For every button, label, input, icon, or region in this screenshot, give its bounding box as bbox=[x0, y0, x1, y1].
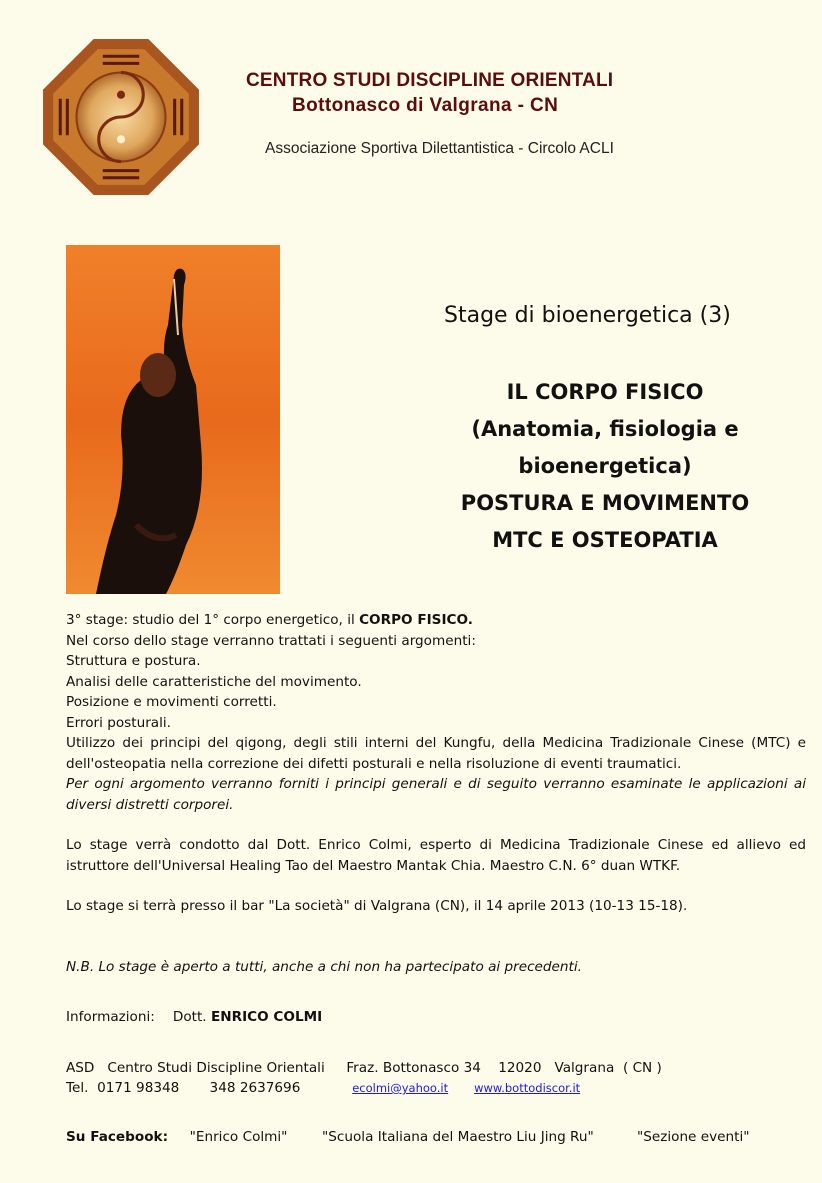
phone-line: Tel. 0171 98348 348 2637696 ecolmi@yahoo.it www.bottodiscor.it bbox=[66, 1080, 581, 1096]
topic-item: Errori posturali. bbox=[66, 714, 171, 731]
yin-yang-logo bbox=[40, 36, 202, 198]
nb-paragraph: N.B. Lo stage è aperto a tutti, anche a chi non ha partecipato ai precedenti. bbox=[66, 958, 582, 975]
title-line: IL CORPO FISICO bbox=[506, 380, 704, 404]
venue-paragraph: Lo stage si terrà presso il bar "La società" di Valgrana (CN), il 14 aprile 2013 (10-13 15-18). bbox=[66, 898, 688, 914]
org-name: CENTRO STUDI DISCIPLINE ORIENTALI bbox=[246, 70, 614, 91]
note-paragraph: Per ogni argomento verranno forniti i principi generali e di seguito verranno esaminate le applicazioni ai diversi distretti corporei. bbox=[66, 776, 806, 813]
title-line: POSTURA E MOVIMENTO bbox=[460, 491, 750, 515]
info-line: Informazioni: Dott. ENRICO COLMI bbox=[66, 1009, 323, 1025]
title-line: (Anatomia, fisiologia e bbox=[471, 417, 739, 441]
facebook-line: Su Facebook: "Enrico Colmi" "Scuola Italiana del Maestro Liu Jing Ru" "Sezione eventi" bbox=[66, 1128, 750, 1145]
usage-paragraph: Utilizzo dei principi del qigong, degli stili interni del Kungfu, della Medicina Tradizionale Cinese (MTC) e dell'osteopatia nella correzione dei difetti posturali e nella risoluzione di eventi traumatici. bbox=[66, 735, 806, 772]
email-link[interactable]: ecolmi@yahoo.it bbox=[352, 1081, 449, 1095]
website-link[interactable]: www.bottodiscor.it bbox=[474, 1081, 581, 1095]
topics-intro: Nel corso dello stage verranno trattati i seguenti argomenti: bbox=[66, 632, 476, 649]
stage-title: Stage di bioenergetica (3) bbox=[444, 303, 731, 328]
body-text bbox=[66, 610, 806, 1147]
org-location: Bottonasco di Valgrana - CN bbox=[292, 95, 559, 116]
topic-item: Analisi delle caratteristiche del movimento. bbox=[66, 673, 362, 690]
main-title bbox=[420, 374, 790, 559]
topic-item: Struttura e postura. bbox=[66, 653, 201, 669]
title-line: MTC E OSTEOPATIA bbox=[492, 528, 718, 552]
intro-line: 3° stage: studio del 1° corpo energetico, il CORPO FISICO. bbox=[66, 612, 473, 628]
teacher-paragraph: Lo stage verrà condotto dal Dott. Enrico Colmi, esperto di Medicina Tradizionale Cinese ed allievo ed istruttore dell'Universal Healing Tao del Maestro Mantak Chia. Maestro C.N. 6° duan WTKF. bbox=[66, 837, 806, 874]
title-line: bioenergetica) bbox=[518, 454, 692, 478]
address-line: ASD Centro Studi Discipline Orientali Fraz. Bottonasco 34 12020 Valgrana ( CN ) bbox=[66, 1059, 662, 1076]
association-line: Associazione Sportiva Dilettantistica - Circolo ACLI bbox=[265, 140, 614, 157]
qigong-photo bbox=[66, 245, 280, 594]
topic-item: Posizione e movimenti corretti. bbox=[66, 694, 277, 710]
